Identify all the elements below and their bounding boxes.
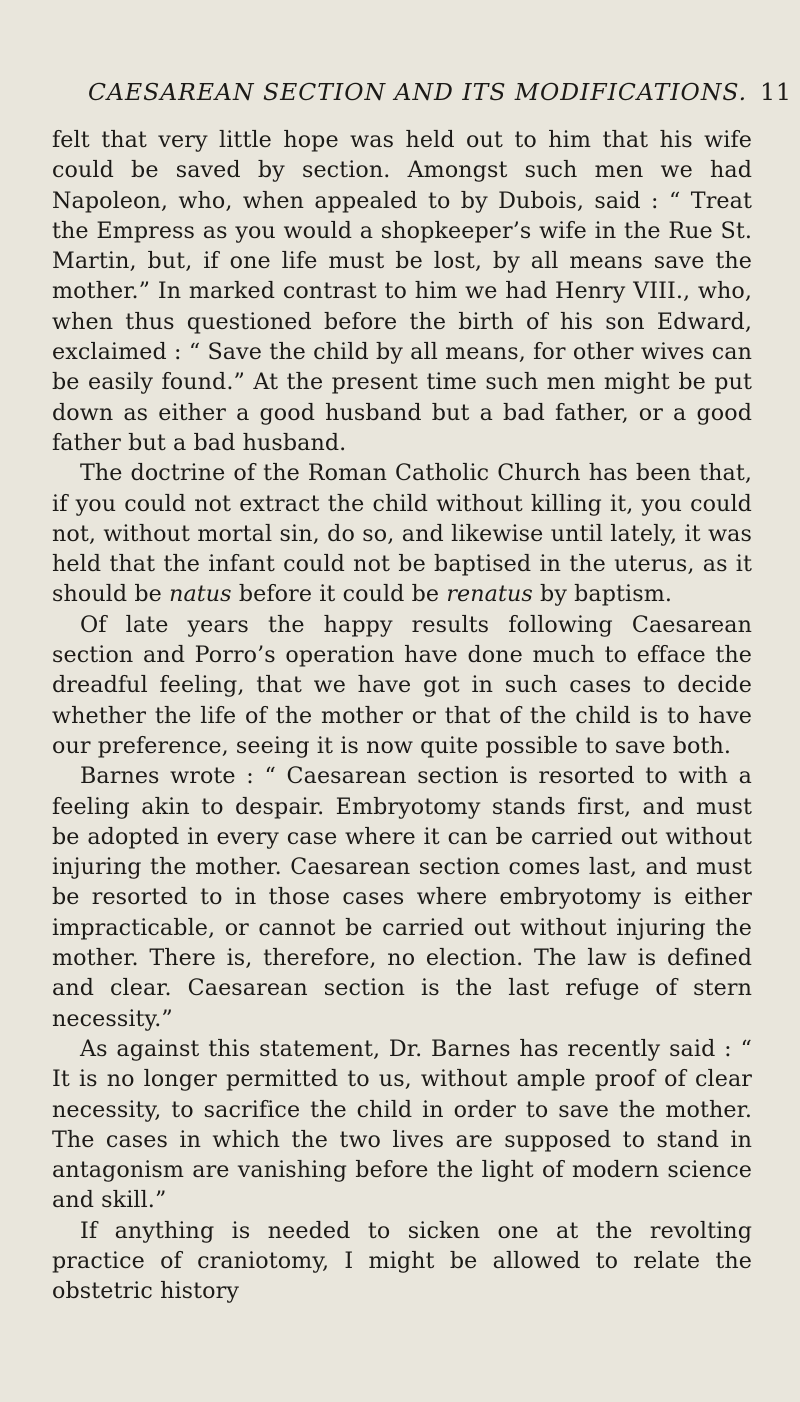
paragraph-3: Of late years the happy results following Caesarean section and Porro’s operation have done much to efface the dreadful feeling, that we have got in such cases to decide whether the life of the mother or that of the child is to have our preference, seeing it is now quite possible to save both.: [52, 611, 752, 759]
paragraph-2-text-after: by baptism.: [532, 581, 673, 608]
paragraph-6: If anything is needed to sicken one at the revolting practice of craniotomy, I might be allowed to relate the obstetric history: [52, 1217, 752, 1305]
paragraph-2-italic-natus: natus: [169, 581, 232, 608]
paragraph-2-italic-renatus: renatus: [446, 581, 533, 608]
paragraph-2-text-middle: before it could be: [231, 581, 447, 608]
page-number: 11: [760, 78, 792, 106]
paragraph-5: As against this statement, Dr. Barnes has recently said : “ It is no longer permitted to us, without ample proof of clear necessity, to sacrifice the child in order to save the mother. The cases in which the two lives are supposed to stand in antagonism are vanishing before the light of modern science and skill.”: [52, 1035, 752, 1214]
running-title: CAESAREAN SECTION AND ITS MODIFICATIONS.: [88, 78, 748, 106]
running-header: [88, 78, 798, 118]
body-text: [52, 125, 752, 1307]
paragraph-2: [52, 458, 752, 609]
paragraph-2-text-before: The doctrine of the Roman Catholic Church has been that, if you could not extract the child without killing it, you could not, without mortal sin, do so, and likewise until lately, it was held that the infant could not be baptised in the uterus, as it should be: [52, 460, 752, 608]
paragraph-4: Barnes wrote : “ Caesarean section is resorted to with a feeling akin to despair. Embryotomy stands first, and must be adopted in every case where it can be carried out without injuring the mother. Caesarean section comes last, and must be resorted to in those cases where embryotomy is either impracticable, or cannot be carried out without injuring the mother. There is, therefore, no election. The law is defined and clear. Caesarean section is the last refuge of stern necessity.”: [52, 763, 752, 1032]
paragraph-1: felt that very little hope was held out to him that his wife could be saved by section. Amongst such men we had Napoleon, who, when appealed to by Dubois, said : “ Treat the Empress as you would a shopkeeper’s wife in the Rue St. Martin, but, if one life must be lost, by all means save the mother.” In marked contrast to him we had Henry VIII., who, when thus questioned before the birth of his son Edward, exclaimed : “ Save the child by all means, for other wives can be easily found.” At the present time such men might be put down as either a good husband but a bad father, or a good father but a bad husband.: [52, 127, 752, 456]
